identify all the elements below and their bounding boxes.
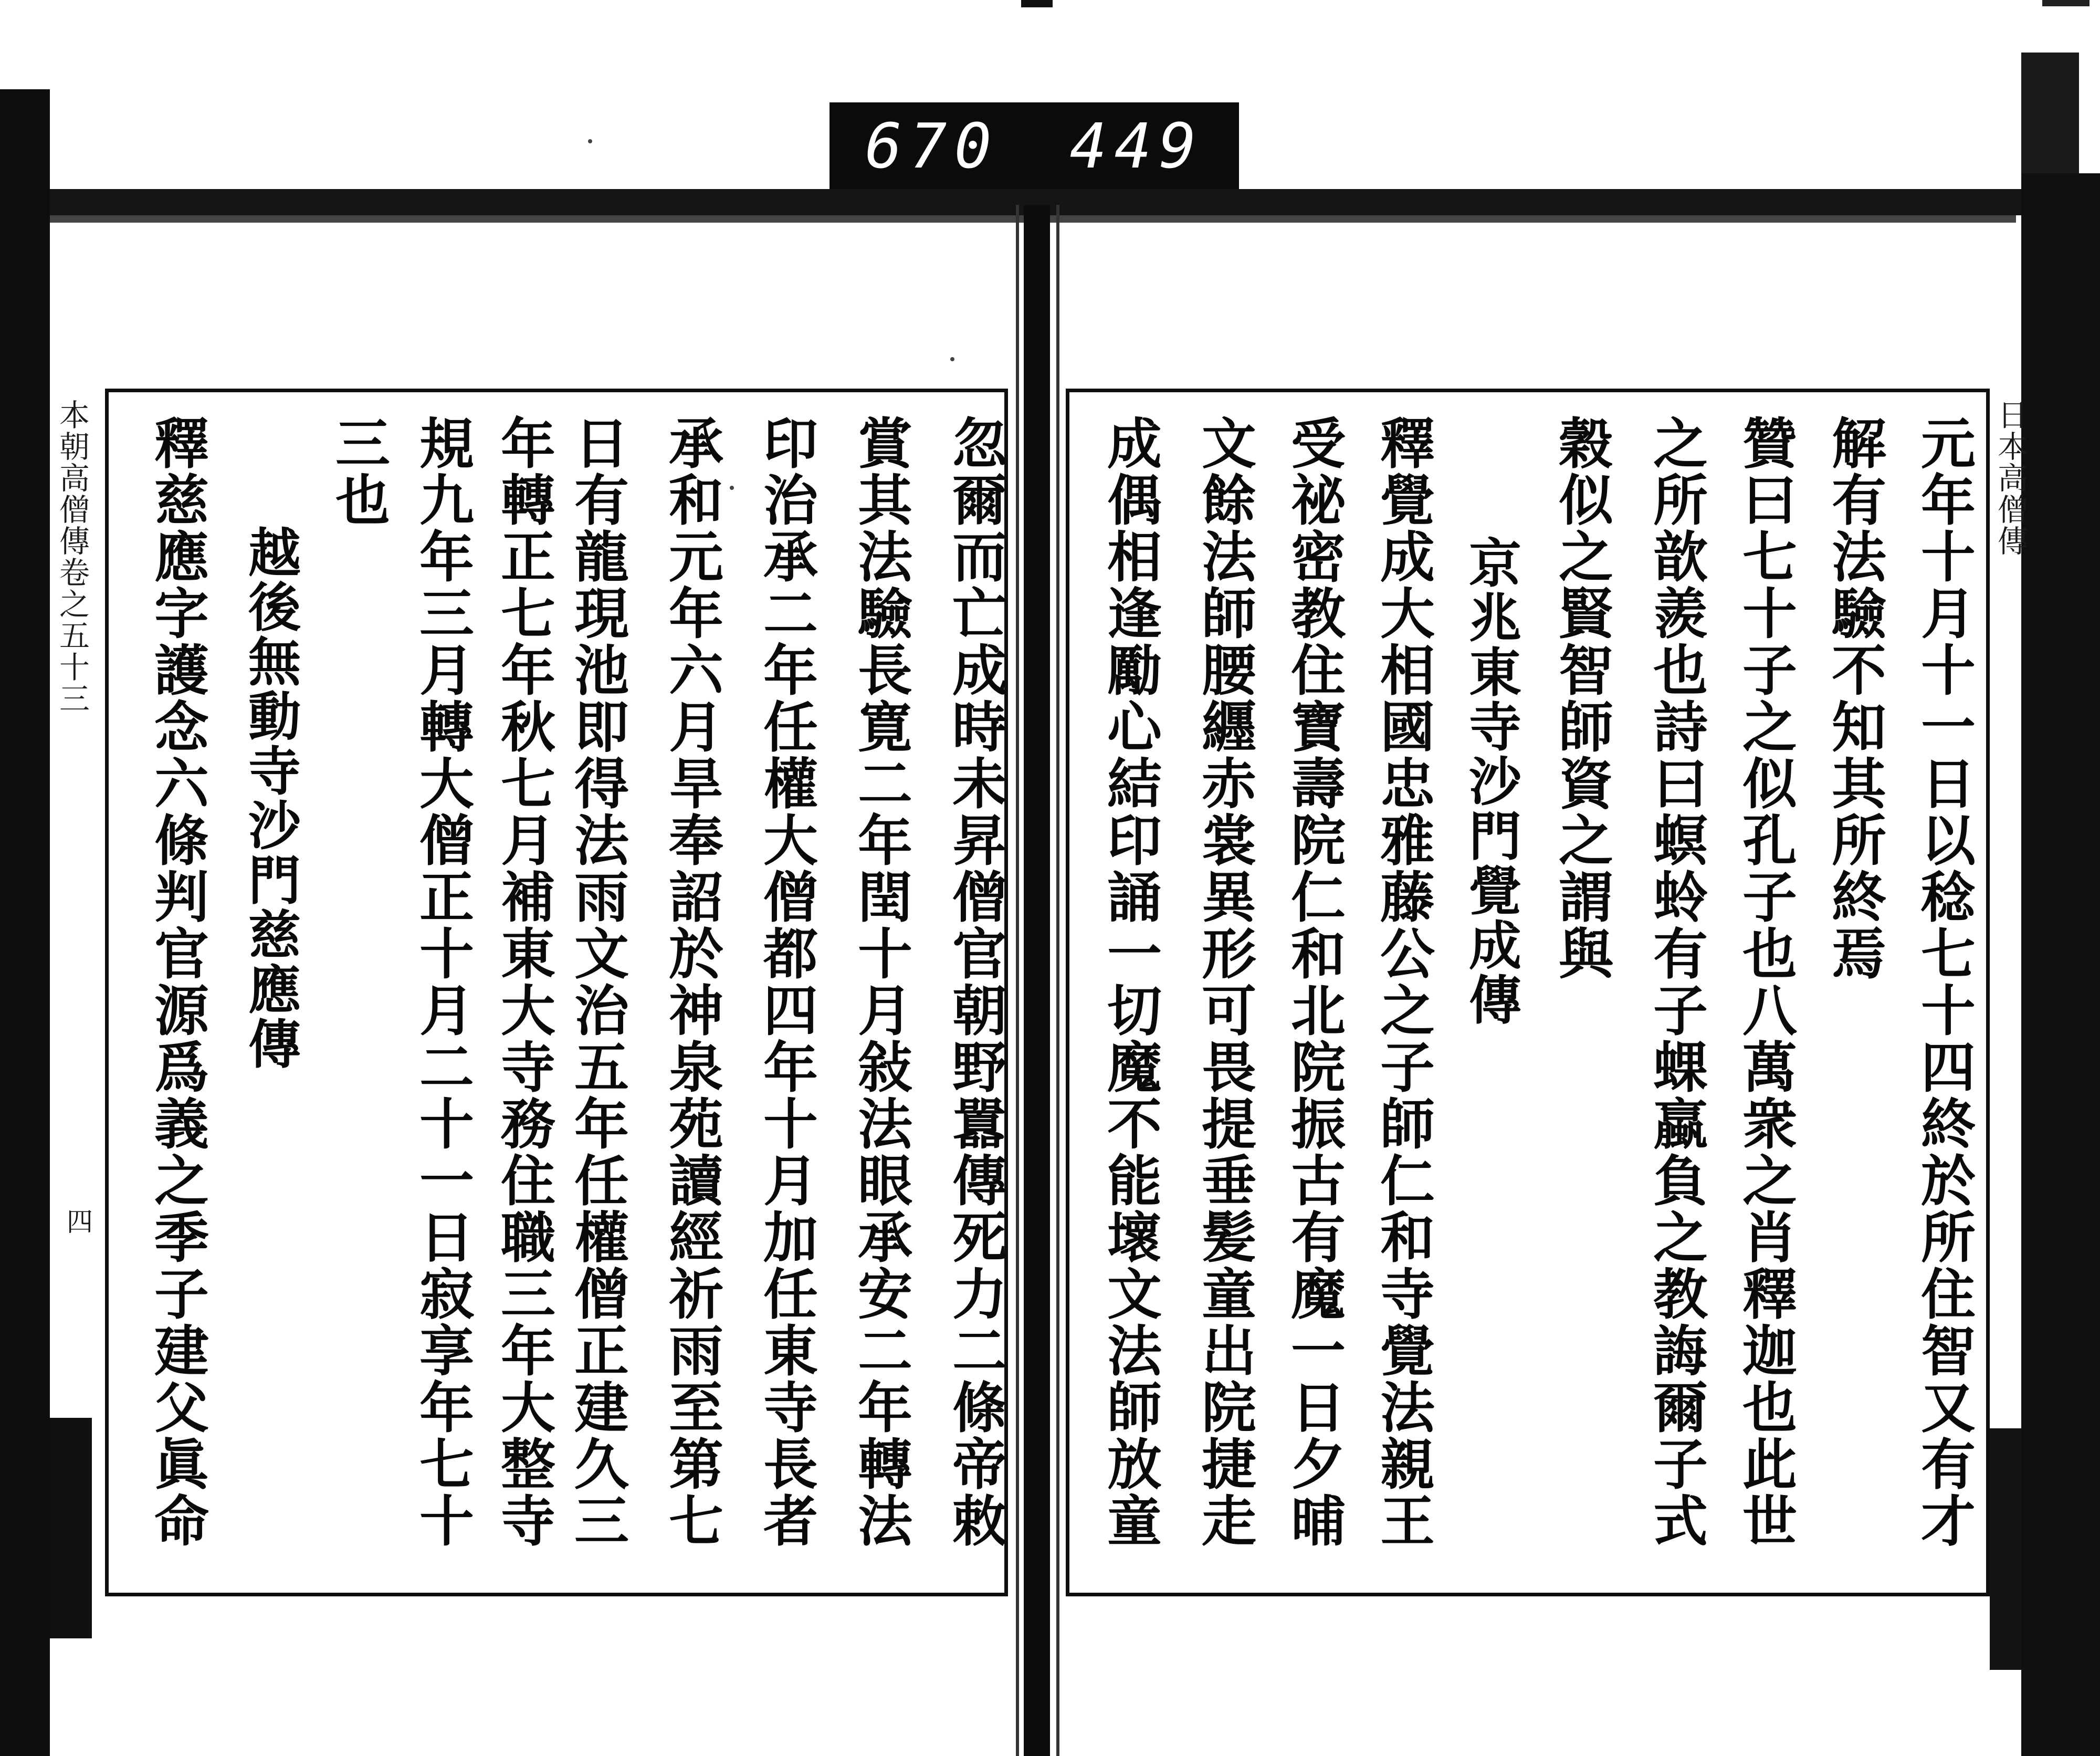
left-column-6: 年轉正七年秋七月補東大寺務住職三年大整寺 xyxy=(491,415,556,1549)
microfilm-frame-number xyxy=(830,102,1239,189)
right-section-heading: 京兆東寺沙門覺成傳 xyxy=(1460,536,1522,1027)
right-edge-tab xyxy=(1990,1428,2021,1670)
book-spine xyxy=(1024,205,1050,1756)
right-column-8: 受祕密教住寶壽院仁和北院振古有魔一日夕晡 xyxy=(1282,415,1346,1549)
left-page-number: 四 xyxy=(62,1208,93,1234)
scan-top-mark xyxy=(1021,0,1053,7)
left-margin-title: 本朝高僧傳卷之五十三 xyxy=(54,399,90,714)
right-column-5: 穀似之賢智師資之謂與 xyxy=(1549,415,1614,982)
right-column-10: 成偶相逢勵心結印誦一切魔不能壞文法師放童 xyxy=(1098,415,1162,1549)
left-column-1: 忽爾而亡成時未昇僧官朝野囂傳死力二條帝敕 xyxy=(943,415,1007,1549)
scan-speck xyxy=(730,486,734,490)
scan-speck xyxy=(950,357,954,361)
right-edge-notch xyxy=(2021,53,2079,173)
right-margin-title: 日本高僧傳 xyxy=(1992,399,2028,557)
right-column-2: 解有法驗不知其所終焉 xyxy=(1822,415,1887,982)
left-column-3: 印治承二年任權大僧都四年十月加任東寺長者 xyxy=(754,415,818,1549)
left-column-8: 三也 xyxy=(326,415,391,528)
left-edge-tab xyxy=(50,1418,92,1638)
left-column-4: 承和元年六月旱奉詔於神泉苑讀經祈雨至第七 xyxy=(659,415,724,1549)
left-page-edge xyxy=(0,89,50,1756)
spine-line-left xyxy=(1016,205,1019,1756)
scan-speck xyxy=(588,139,592,143)
right-column-1: 元年十月十一日以稔七十四終於所住智又有才 xyxy=(1912,415,1976,1549)
right-column-9: 文餘法師腰纒赤裳異形可畏提垂髪童出院捷走 xyxy=(1192,415,1257,1549)
spine-line-right xyxy=(1056,205,1059,1756)
frame-number-left: 670 xyxy=(865,109,999,182)
right-column-4: 之所歆羨也詩曰螟蛉有子蜾蠃負之教誨爾子式 xyxy=(1644,415,1708,1549)
right-page-edge xyxy=(2021,173,2100,1756)
left-section-heading: 越後無動寺沙門慈應傳 xyxy=(239,525,301,1071)
left-column-7: 規九年三月轉大僧正十月二十一日寂享年七十 xyxy=(410,415,475,1549)
left-column-10: 釋慈應字護念六條判官源爲義之季子建父眞命 xyxy=(145,415,209,1549)
left-column-5: 日有龍現池即得法雨文治五年任權僧正建久三 xyxy=(565,415,629,1549)
left-column-2: 賞其法驗長寛二年閏十月敍法眼承安二年轉法 xyxy=(848,415,913,1549)
right-column-7: 釋覺成大相國忠雅藤公之子師仁和寺覺法親王 xyxy=(1371,415,1435,1549)
scan-corner-mark xyxy=(2042,0,2090,6)
frame-number-right: 449 xyxy=(1069,109,1204,182)
right-column-3: 贊曰七十子之似孔子也八萬衆之肖釋迦也此世 xyxy=(1733,415,1798,1549)
